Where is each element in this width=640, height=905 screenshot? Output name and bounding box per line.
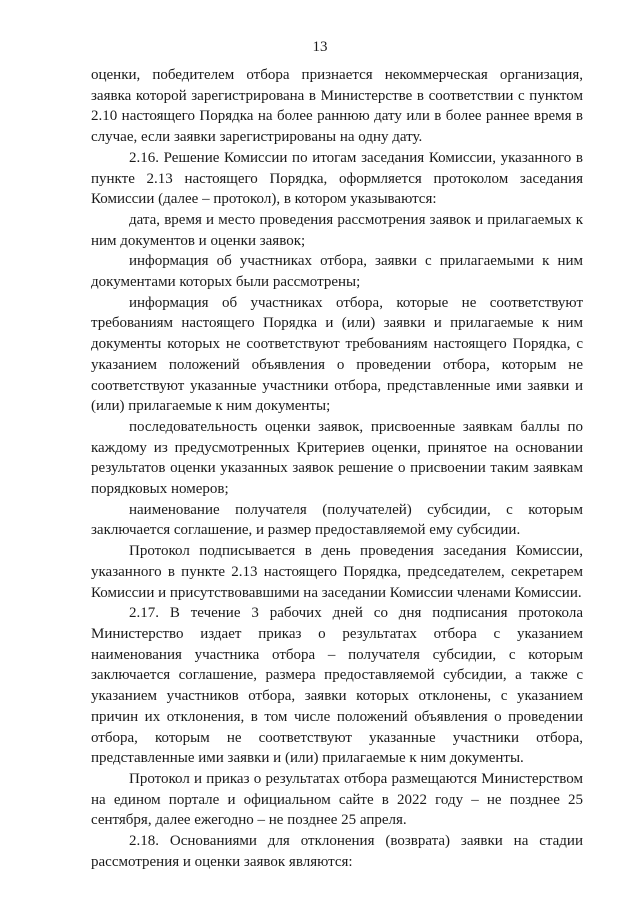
paragraph-protocol-signing: Протокол подписывается в день проведения заседания Комиссии, указанного в пункте 2.13 настоящего Порядка, председателем, секретарем Комиссии и присутствовавшими на заседании Комиссии членами Комиссии. <box>91 543 583 601</box>
paragraph-protocol-item-recipient: наименование получателя (получателей) субсидии, с которым заключается соглашение, и размер предоставляемой ему субсидии. <box>91 501 583 539</box>
paragraph-protocol-item-participants: информация об участниках отбора, заявки с прилагаемыми к ним документами которых были рассмотрены; <box>91 253 583 291</box>
paragraph-2-16: 2.16. Решение Комиссии по итогам заседания Комиссии, указанного в пункте 2.13 настоящего Порядка, оформляется протоколом заседания Комиссии (далее – протокол), в котором указываются: <box>91 149 583 208</box>
paragraph-protocol-item-date: дата, время и место проведения рассмотрения заявок и прилагаемых к ним документов и оценки заявок; <box>91 211 583 249</box>
paragraph-continuation: оценки, победителем отбора признается некоммерческая организация, заявка которой зарегистрирована в Министерстве в соответствии с пунктом 2.10 настоящего Порядка на более раннюю дату или в более раннее время в случае, если заявки зарегистрированы на одну дату. <box>91 67 583 146</box>
paragraph-publication: Протокол и приказ о результатах отбора размещаются Министерством на едином портале и официальном сайте в 2022 году – не позднее 25 сентября, далее ежегодно – не позднее 25 апреля. <box>91 770 583 829</box>
paragraph-protocol-item-sequence: последовательность оценки заявок, присвоенные заявкам баллы по каждому из предусмотренных Критериев оценки, принятое на основании результатов оценки указанных заявок решение о присвоении таким заявкам порядковых номеров; <box>91 418 583 498</box>
paragraph-2-17: 2.17. В течение 3 рабочих дней со дня подписания протокола Министерство издает приказ о результатах отбора с указанием наименования участника отбора – получателя субсидии, с которым заключается соглашение, размера предоставляемой субсидии, а также с указанием участников отбора, заявки которых отклонены, с указанием причин их отклонения, в том числе положений объявления о проведении отбора, которым не соответствуют указанные участники отбора, представленные ими заявки и (или) прилагаемые к ним документы. <box>91 605 583 767</box>
page-number: 13 <box>312 39 328 55</box>
document-body <box>91 65 583 872</box>
paragraph-2-18: 2.18. Основаниями для отклонения (возврата) заявки на стадии рассмотрения и оценки заявок являются: <box>91 833 583 870</box>
paragraph-protocol-item-nonconforming: информация об участниках отбора, которые не соответствуют требованиям настоящего Порядка и (или) заявки и прилагаемые к ним документы которых не соответствуют требованиям настоящего Порядка, с указанием положений объявления о проведении отбора, которым не соответствуют указанные участники отбора, представленные ими заявки и (или) прилагаемые к ним документы; <box>91 294 583 415</box>
